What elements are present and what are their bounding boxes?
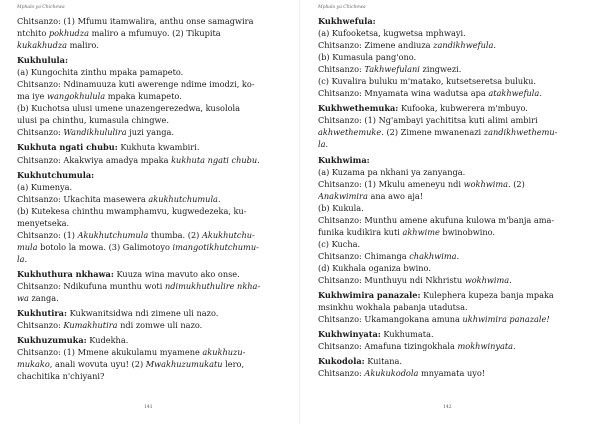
example-emphasis: ndimukhuthulire nkha- [164, 280, 261, 291]
text-segment: Chitsanzo: Munthuyu ndi Nkhristu [318, 274, 465, 285]
entry-text-line [17, 346, 290, 358]
text-segment: Chitsanzo: [318, 368, 365, 379]
text-segment: Chitsanzo: Ndikufuna munthu woti [17, 280, 165, 291]
entry-text-line [17, 154, 290, 166]
text-segment: zanga. [28, 293, 59, 304]
left-text-column [17, 15, 290, 382]
text-segment: ma iye [17, 91, 47, 102]
entry-text-line [17, 292, 290, 304]
text-segment: . [217, 193, 221, 204]
entry-headword-line [318, 289, 592, 301]
text-segment: Chitsanzo: Chimanga [318, 250, 410, 261]
entry-text-line [318, 274, 592, 286]
entry-headword-line [17, 141, 290, 153]
page-number: 142 [443, 405, 452, 410]
text-segment: Chitsanzo: [17, 127, 64, 138]
text-segment: . (2) [508, 178, 525, 189]
example-emphasis: Akukhutchu- [201, 229, 255, 240]
entry-text-line [318, 114, 592, 126]
text-segment: (c) Kucha. [318, 238, 361, 249]
text-segment: (a) Kungochita zinthu mpaka pamapeto. [17, 67, 184, 78]
text-segment: mpaka kumapeto. [105, 91, 182, 102]
text-segment: maliro a mfumuyo. (2) Tikupita [89, 28, 221, 39]
text-segment: Chitsanzo: (1) Mfumu itamwalira, anthu onse samagwira [17, 16, 254, 26]
text-segment: (c) Kuvalira buluku m'matako, kutsetseretsa buluku. [318, 76, 536, 87]
text-segment: lero, [222, 359, 245, 370]
entry-text-line [17, 181, 290, 193]
example-emphasis: wokhwima [463, 178, 509, 189]
entry-text-line [318, 262, 592, 274]
example-emphasis: zandikhwefula [433, 40, 494, 51]
text-segment: Chitsanzo: Amafuna tizingokhala [318, 341, 458, 352]
text-segment: juzi yanga. [126, 127, 175, 138]
entry-text-line [17, 217, 290, 229]
text-segment: maliro. [67, 40, 99, 51]
entry-text-line [17, 66, 290, 78]
headword: Kukhuzumuka: [17, 335, 87, 346]
entry-headword-line [318, 328, 592, 340]
text-segment: botolo la mowa. (3) Galimotoyo [37, 241, 173, 252]
text-segment: Chitsanzo: [17, 320, 64, 331]
right-text-column [318, 15, 592, 379]
text-segment: (a) Kumenya. [17, 181, 73, 192]
entry-text-line [318, 27, 592, 39]
text-segment: . [325, 139, 329, 150]
entry-text-line [17, 253, 290, 265]
entry-text-line [318, 138, 592, 150]
entry-text-line [17, 78, 290, 90]
headword: Kukhulula: [17, 55, 68, 66]
entry-text-line [318, 367, 592, 379]
entry-text-line [17, 27, 290, 39]
entry-text-line [318, 39, 592, 51]
text-segment: menyetseka. [17, 217, 70, 228]
example-emphasis: Anakwimira [318, 190, 368, 201]
text-segment: Chitsanzo: [318, 64, 365, 75]
headword: Kukhuthura nkhawa: [17, 268, 114, 279]
headword: Kukhwefula: [318, 16, 376, 26]
text-segment: ulusi pa chinthu, kumasula chingwe. [17, 115, 170, 126]
entry-headword-line [318, 102, 592, 114]
entry-headword-line [17, 307, 290, 319]
headword: Kukodola: [318, 356, 365, 367]
entry-text-line [318, 301, 592, 313]
text-segment: , anali wovuta uyu! (2) [49, 359, 146, 370]
entry-text-line [17, 370, 290, 382]
text-segment: Kufooka, kubwerera m'mbuyo. [398, 103, 528, 114]
example-emphasis: kukakhudza [17, 40, 68, 51]
headword: Kukhwima: [318, 154, 370, 165]
entry-text-line [318, 166, 592, 178]
example-emphasis: Akukhutchumula [77, 229, 149, 240]
entry-text-line [318, 51, 592, 63]
text-segment: thumba. (2) [148, 229, 202, 240]
text-segment: ndi zomwe uli nazo. [117, 320, 203, 331]
entry-text-line [17, 241, 290, 253]
headword: Kukhuta ngati chubu: [17, 142, 118, 153]
text-segment: Chitsanzo: Mnyamata wina wadutsa apa [318, 88, 489, 99]
text-segment: Chitsanzo: Zimene andiuza [318, 40, 434, 51]
text-segment: funika kudikira kuti [318, 226, 403, 237]
text-segment: Kulephera kupeza banja mpaka [420, 290, 554, 301]
text-segment: . [456, 250, 460, 261]
text-segment: Chitsanzo: Ndinamuuza kuti awerenge ndime imodzi, ko- [17, 79, 255, 90]
text-segment: Kuitana. [364, 356, 403, 367]
text-segment: chachitika n'chiyani? [17, 371, 105, 382]
example-emphasis: chakhwima [409, 250, 457, 261]
entry-text-line [318, 226, 592, 238]
entry-text-line [318, 313, 592, 325]
example-emphasis: kukhuta ngati chubu [171, 154, 258, 165]
example-emphasis: wangokhulula [46, 91, 106, 102]
text-segment: (a) Kufooketsa, kugwetsa mphwayi. [318, 28, 466, 39]
example-emphasis: akukhutchumula [148, 193, 218, 204]
page-number: 141 [144, 405, 153, 410]
entry-text-line [17, 126, 290, 138]
text-segment: (b) Kuchotsa ulusi umene unazengerezedwa, kusolola [17, 103, 241, 114]
text-segment: Kukhumata. [380, 329, 434, 340]
right-page [300, 0, 600, 424]
text-segment: Chitsanzo: Ukachita masewera [17, 193, 149, 204]
text-segment: Chitsanzo: (1) Ng'ambayi yachititsa kuti alimi ambiri [318, 115, 538, 126]
entry-text-line [318, 63, 592, 75]
example-emphasis: wokhwima [464, 274, 510, 285]
text-segment: . (2) Zimene mwanenazi [381, 127, 484, 138]
entry-text-line [318, 190, 592, 202]
text-segment: (b) Kumasula pang'ono. [318, 52, 417, 63]
entry-headword-line [318, 355, 592, 367]
entry-text-line [17, 114, 290, 126]
entry-headword-line [17, 169, 290, 181]
entry-text-line [318, 178, 592, 190]
text-segment: (a) Kuzama pa nkhani ya zanyanga. [318, 166, 466, 177]
example-emphasis: pokhudza [48, 28, 89, 39]
example-emphasis: akukhuzu- [202, 347, 246, 358]
example-emphasis: Akukukodola [364, 368, 419, 379]
entry-headword-line [17, 54, 290, 66]
example-emphasis: imangotikhutchumu- [172, 241, 259, 252]
headword: Kukhutchumula: [17, 169, 95, 180]
text-segment: Kukhuta kwambiri. [117, 142, 200, 153]
headword: Kukhwinyata: [318, 329, 381, 340]
example-emphasis: Mwakhuzumukatu [145, 359, 223, 370]
example-emphasis: ukhwimira panazale! [462, 314, 550, 325]
text-segment: (b) Kutekesa chinthu mwamphamvu, kugwedezeka, ku- [17, 205, 247, 216]
example-emphasis: Takhwefulani [364, 64, 420, 75]
example-emphasis: wa [17, 293, 29, 304]
entry-text-line [318, 250, 592, 262]
entry-text-line [17, 90, 290, 102]
text-segment: Chitsanzo: (1) Mmene akukulamu myamene [17, 347, 203, 358]
example-emphasis: la [318, 139, 326, 150]
headword: Kukhwimira panazale: [318, 290, 421, 301]
text-segment: zingwezi. [419, 64, 462, 75]
entry-text-line [17, 39, 290, 51]
example-emphasis: akhwime [402, 226, 440, 237]
text-segment: Chitsanzo: Munthu amene akufuna kulowa m'banja ama- [318, 214, 555, 225]
entry-text-line [17, 280, 290, 292]
entry-text-line [17, 205, 290, 217]
example-emphasis: atakhwefula [488, 88, 540, 99]
entry-text-line [17, 193, 290, 205]
example-emphasis: mokhwinyata [457, 341, 514, 352]
text-segment: msinkhu wokhala pabanja utadutsa. [318, 302, 468, 313]
text-segment: . [257, 154, 260, 165]
text-segment: . [539, 88, 542, 99]
example-emphasis: mula [17, 241, 38, 252]
entry-text-line [318, 87, 592, 99]
text-segment: . [493, 40, 496, 51]
text-segment: . [24, 253, 28, 264]
text-segment: Chitsanzo: (1) [17, 229, 78, 240]
headword: Kukhwethemuka: [318, 103, 399, 114]
example-emphasis: la [17, 253, 25, 264]
entry-text-line [17, 229, 290, 241]
entry-text-line [318, 202, 592, 214]
headword: Kukhutira: [17, 308, 68, 319]
entry-text-line [318, 238, 592, 250]
text-segment: . [513, 341, 516, 352]
text-segment: . [509, 274, 512, 285]
text-segment: (d) Kukhala oganiza bwino. [318, 262, 431, 273]
entry-text-line [318, 340, 592, 352]
text-segment: ana awo aja! [367, 190, 424, 201]
text-segment: ntchito [17, 28, 49, 39]
entry-headword-line [318, 15, 592, 27]
entry-text-line [17, 102, 290, 114]
entry-text-line [17, 358, 290, 370]
entry-headword-line [318, 154, 592, 166]
text-segment: bwinobwino. [439, 226, 496, 237]
text-segment: Kukwanitsidwa ndi zimene uli nazo. [67, 308, 219, 319]
example-emphasis: akhwethemuke [318, 127, 382, 138]
running-header: Mphalo ya Chichewa [318, 5, 366, 10]
entry-headword-line [17, 268, 290, 280]
entry-text-line [318, 75, 592, 87]
text-segment: mnyamata uyo! [418, 368, 486, 379]
text-segment: Chitsanzo: Akakwiya amadya mpaka [17, 154, 172, 165]
example-emphasis: mukako [17, 359, 50, 370]
text-segment: Kuuza wina mavuto ako onse. [113, 268, 240, 279]
text-segment: Kudekha. [86, 335, 129, 346]
entry-text-line [318, 214, 592, 226]
entry-text-line [318, 126, 592, 138]
text-segment: (b) Kukula. [318, 202, 364, 213]
running-header: Mphalo ya Chichewa [17, 5, 65, 10]
text-segment: Chitsanzo: Ukamangokana amuna [318, 314, 463, 325]
entry-text-line [17, 15, 290, 27]
entry-headword-line [17, 334, 290, 346]
text-segment: Chitsanzo: (1) Mkulu ameneyu ndi [318, 178, 464, 189]
example-emphasis: zandikhwethemu- [483, 127, 558, 138]
entry-text-line [17, 319, 290, 331]
example-emphasis: Kumakhutira [63, 320, 118, 331]
example-emphasis: Wandikhululira [63, 127, 127, 138]
